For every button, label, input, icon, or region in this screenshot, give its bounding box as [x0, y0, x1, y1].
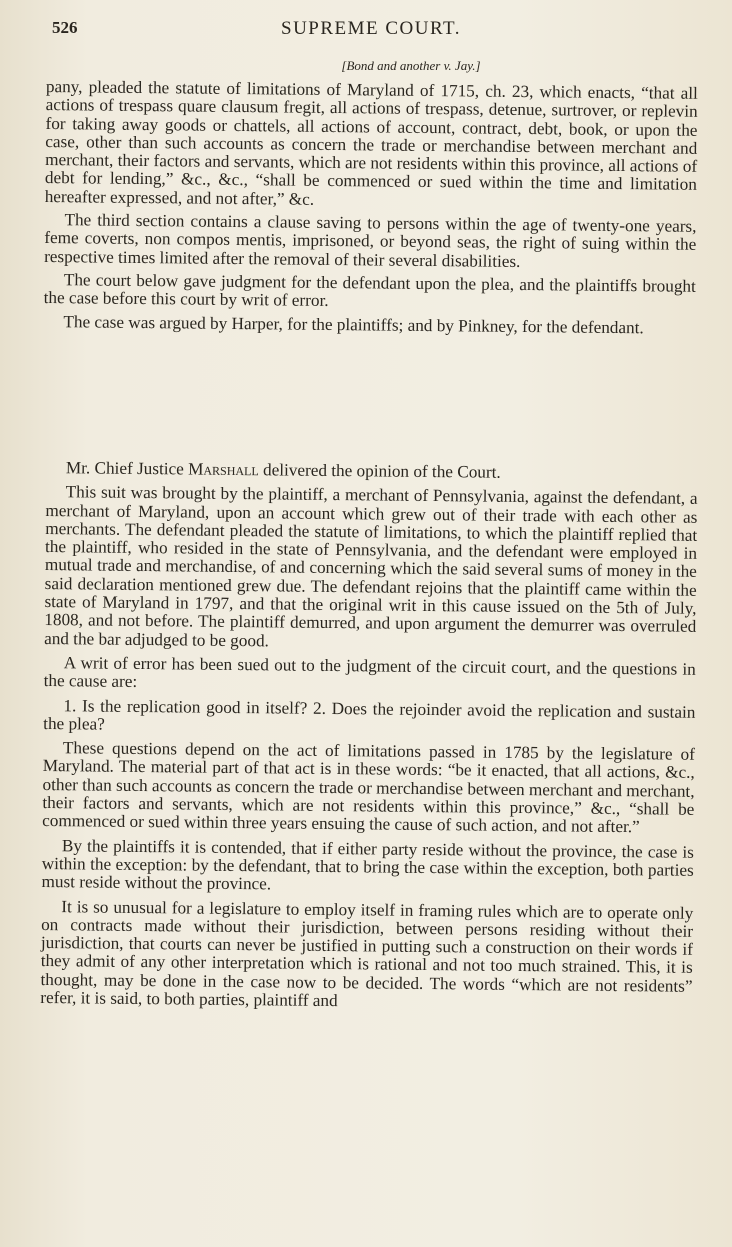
opinion-paragraph: By the plaintiffs it is contended, that if either party reside without the province, the case is within the exception: by the defendant, that to bring the case within the exception, both parties must reside without the province. [41, 835, 695, 894]
statement-paragraph: The court below gave judgment for the defendant upon the plea, and the plaintiffs brought the case before this court by writ of error. [43, 270, 696, 311]
statement-paragraph: The third section contains a clause saving to persons within the age of twenty-one years, feme coverts, non compos mentis, imprisoned, or beyond seas, the right of suing within the respective times limited after the removal of their several disabilities. [44, 210, 697, 271]
opinion-paragraph: It is so unusual for a legislature to employ itself in framing rules which are to operate only on contracts made without their jurisdiction, between persons residing without their jurisdiction, that courts can never be justified in putting such a construction on their words if they admit of any other interpretation which is rational and not too much strained. This, it is thought, may be done in the case now to be decided. The words “which are not residents” refer, it is said, to both parties, plaintiff and [40, 896, 694, 1011]
statement-paragraph: pany, pleaded the statute of limitations of Maryland of 1715, ch. 23, which enacts, “that all actions of trespass quare clausum fregit, all actions of trespass, detenue, surtrover, or replevin for taking away goods or chattels, all actions of account, contract, debt, book, or upon the case, other than such accounts as concern the trade or merchandise between merchant and merchant, their factors and servants, which are not residents within this province, all actions of debt for lending,” &c., &c., “shall be commenced or sued within the time and limitation hereafter expressed, and not after,” &c. [44, 77, 698, 209]
statement-paragraph: The case was argued by Harper, for the plaintiffs; and by Pinkney, for the defendant. [63, 311, 644, 337]
opinion-intro [46, 459, 698, 484]
opinion-paragraph: 1. Is the replication good in itself? 2. Does the rejoinder avoid the replication and sustain the plea? [43, 695, 696, 734]
opinion-intro-after: delivered the opinion of the Court. [258, 460, 501, 482]
page-number: 526 [52, 18, 78, 37]
justice-name: Marshall [188, 459, 259, 480]
opinion-intro-before: Mr. Chief Justice [65, 458, 189, 479]
page-header [46, 16, 696, 44]
opinion-paragraph: A writ of error has been sued out to the judgment of the circuit court, and the questions in the cause are: [43, 653, 696, 692]
opinion-paragraph: This suit was brought by the plaintiff, a merchant of Pennsylvania, against the defendant, a merchant of Maryland, upon an account which grew out of their trade with each other as merchants. The defendant pleaded the statute of limitations, to which the plaintiff replied that the plaintiff, who resided in the state of Pennsylvania, and the defendant were employed in mutual trade and merchandise, of and concerning which the said several sums of money in the said declaration mentioned grew due. The defendant rejoins that the plaintiff came within the state of Maryland in 1797, and that the original writ in this cause issued on the 5th of July, 1808, and not before. The plaintiff demurred, and upon argument the demurrer was overruled and the bar adjudged to be good. [44, 482, 698, 651]
running-head: SUPREME COURT. [281, 18, 461, 39]
case-note: [Bond and another v. Jay.] [341, 58, 481, 73]
opinion-of-court [40, 459, 698, 1020]
statement-of-case [43, 78, 698, 343]
opinion-paragraph: These questions depend on the act of limitations passed in 1785 by the legislature of Maryland. The material part of that act is in these words: “be it enacted, that all actions, &c., other than such accounts as concern the trade or merchandise between merchant and merchant, their factors and servants, which are not residents within this province,” &c., “shall be commenced or sued within three years ensuing the cause of such action, and not after.” [42, 738, 696, 837]
